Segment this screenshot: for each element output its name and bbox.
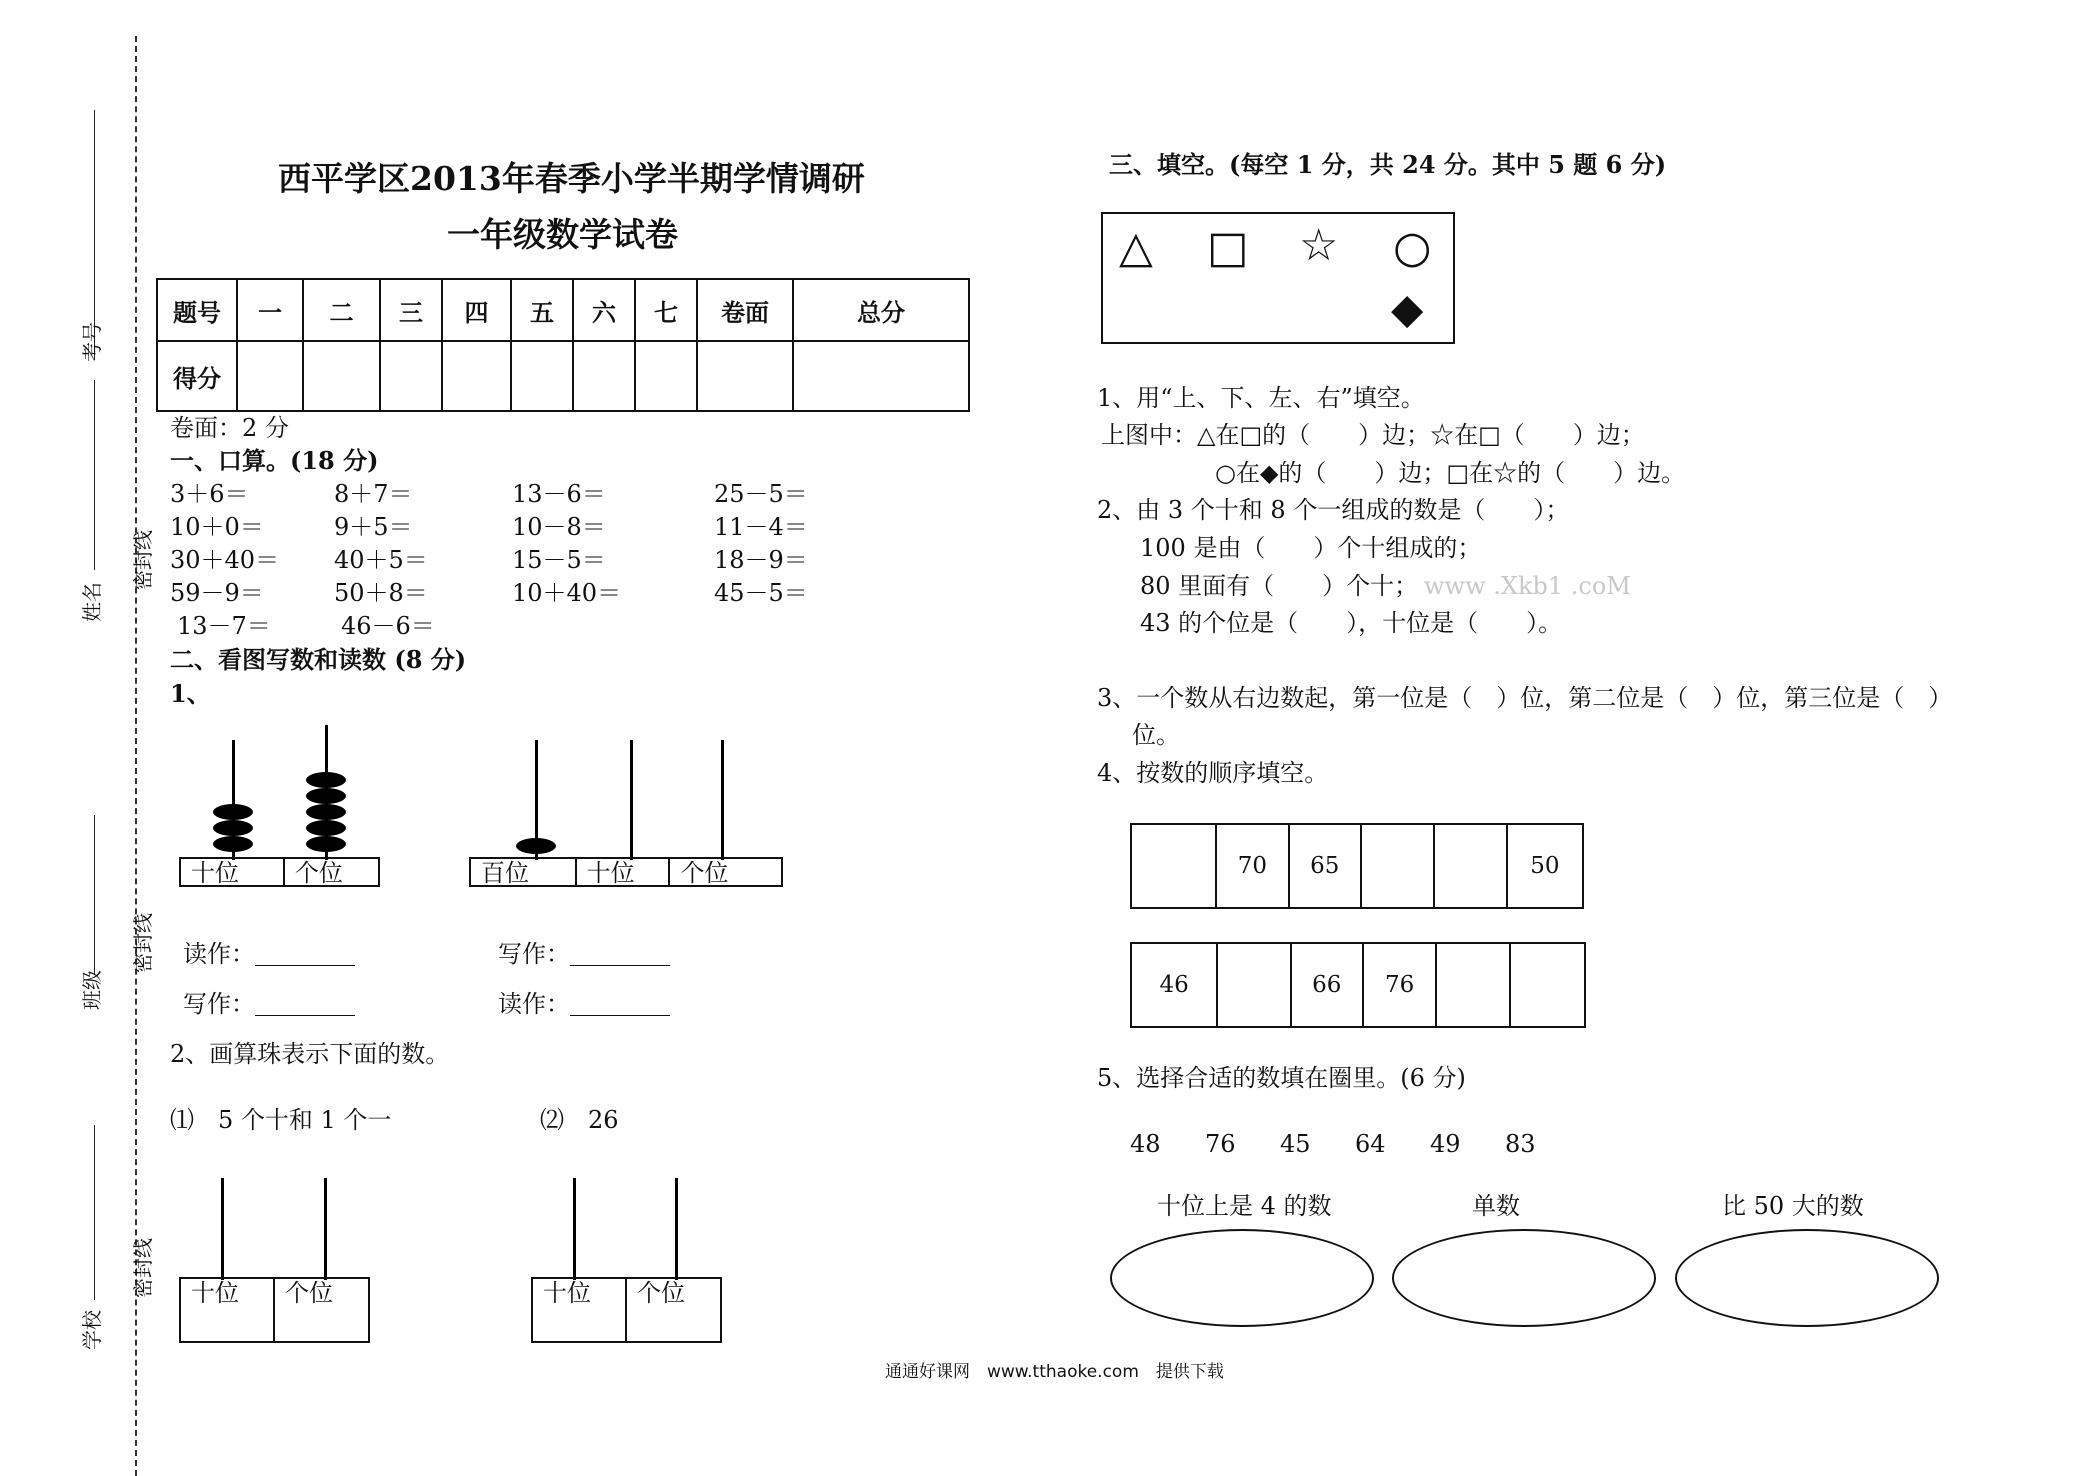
score-cell[interactable] [573,341,635,411]
neatness-note: 卷面：2 分 [170,414,289,442]
question-text: 位。 [1132,721,1180,749]
circle-label: 十位上是 4 的数 [1157,1192,1332,1220]
question-number: 1、 [170,679,211,708]
arithmetic-item: 8＋7＝ [334,480,413,508]
footer-credit: 通通好课网 www.tthaoke.com 提供下载 [885,1362,1224,1382]
name-line [94,380,95,570]
arithmetic-item: 50＋8＝ [334,579,428,607]
place-value-box [531,1277,722,1343]
number-choice: 49 [1430,1130,1461,1158]
diamond-icon: ◆ [1391,284,1424,333]
write-label: 写作： [183,990,255,1018]
arithmetic-item: 10－8＝ [512,513,606,541]
answer-ellipse[interactable] [1392,1229,1656,1327]
section2-title: 二、看图写数和读数 (8 分) [170,645,467,674]
sequence-cell: 50 [1530,853,1560,879]
score-row-label: 得分 [157,341,237,411]
section3-title: 三、填空。(每空 1 分，共 24 分。其中 5 题 6 分) [1109,150,1667,179]
circle-icon: ○ [1393,222,1432,273]
square-icon: □ [1207,222,1249,273]
abacus-bead [213,836,253,852]
arithmetic-item: 25－5＝ [714,480,808,508]
abacus-rod [324,1178,327,1280]
sequence-cell[interactable] [1132,825,1217,907]
score-cell[interactable] [380,341,442,411]
abacus-bead [306,820,346,836]
place-value-label: 个位 [294,859,343,887]
triangle-icon: △ [1119,222,1153,273]
score-cell[interactable] [442,341,511,411]
score-cell[interactable] [237,341,303,411]
number-choice: 76 [1205,1130,1236,1158]
question-text: 2、由 3 个十和 8 个一组成的数是（ ）； [1097,496,1570,524]
sequence-cell[interactable] [1437,944,1510,1026]
school-label: 学校 [80,1310,104,1350]
answer-line[interactable] [183,992,355,1016]
blank[interactable] [570,945,670,966]
sequence-table [1130,823,1584,909]
place-value-label: 个位 [680,859,729,887]
circle-label: 单数 [1472,1192,1520,1220]
score-cell[interactable] [697,341,793,411]
star-icon: ☆ [1299,220,1339,271]
score-column-header: 五 [511,279,573,341]
question-text: 43 的个位是（ ），十位是（ ）。 [1140,609,1563,637]
question-text: ○在◆的（ ）边；□在☆的（ ）边。 [1215,459,1686,487]
place-value-label: 十位 [533,1279,627,1341]
place-value-label: 十位 [181,859,285,885]
abacus-bead [306,804,346,820]
sequence-cell[interactable] [1435,825,1507,907]
question-2-item: ⑵ 26 [540,1106,619,1134]
arithmetic-item: 40＋5＝ [334,546,428,574]
question-text: 100 是由（ ）个十组成的； [1140,534,1482,562]
sequence-cell: 70 [1217,825,1289,907]
place-value-label: 十位 [181,1279,275,1341]
arithmetic-item: 3＋6＝ [170,480,249,508]
score-column-header: 四 [442,279,511,341]
abacus-bead [213,804,253,820]
score-column-header: 总分 [793,279,969,341]
class-line [94,815,95,975]
question-text: 3、一个数从右边数起，第一位是（ ）位，第二位是（ ）位，第三位是（ ） [1097,684,1953,712]
abacus-bead [213,820,253,836]
question-2-title: 2、画算珠表示下面的数。 [170,1040,450,1068]
abacus-rod [573,1178,576,1280]
sequence-cell: 66 [1292,944,1364,1026]
sequence-cell[interactable] [1362,825,1435,907]
question-text: 1、用“上、下、左、右”填空。 [1097,384,1425,412]
number-choice: 64 [1355,1130,1386,1158]
arithmetic-item: 15－5＝ [512,546,606,574]
answer-line[interactable] [183,942,355,966]
place-value-label: 百位 [471,859,577,885]
arithmetic-item: 18－9＝ [714,546,808,574]
abacus-rod [630,740,633,860]
name-label: 姓名 [80,582,104,622]
sequence-cell: 46 [1132,944,1218,1026]
question-text: 80 里面有（ ）个十； [1140,572,1419,600]
abacus-rod [675,1178,678,1280]
sequence-table [1130,942,1586,1028]
arithmetic-item: 45－5＝ [714,579,808,607]
arithmetic-item: 59－9＝ [170,579,264,607]
question-text: 上图中：△在□的（ ）边；☆在□（ ）边； [1101,421,1645,449]
arithmetic-item: 10＋40＝ [512,579,622,607]
abacus-bead [516,838,556,854]
answer-line[interactable] [498,942,670,966]
blank[interactable] [255,945,355,966]
number-choice: 48 [1130,1130,1161,1158]
sequence-cell[interactable] [1218,944,1291,1026]
page-subtitle: 一年级数学试卷 [447,215,678,254]
sequence-cell: 76 [1364,944,1437,1026]
answer-ellipse[interactable] [1110,1229,1374,1327]
place-value-box [469,857,783,887]
arithmetic-item: 10＋0＝ [170,513,264,541]
abacus-rod [721,740,724,860]
blank[interactable] [570,995,670,1016]
place-value-box [179,857,380,887]
number-choice: 45 [1280,1130,1311,1158]
class-label: 班级 [80,970,104,1010]
score-cell[interactable] [511,341,573,411]
write-label: 写作： [498,940,570,968]
score-column-header: 二 [303,279,380,341]
answer-ellipse[interactable] [1675,1229,1939,1327]
number-choice: 83 [1505,1130,1536,1158]
question-2-item: ⑴ 5 个十和 1 个一 [170,1106,392,1134]
seal-line-label: 密封线 [131,913,155,973]
abacus-bead [306,836,346,852]
score-cell[interactable] [635,341,697,411]
score-column-header: 卷面 [697,279,793,341]
circle-label: 比 50 大的数 [1722,1192,1864,1220]
shapes-box [1101,212,1455,344]
abacus-bead [306,772,346,788]
exam-no-label: 考号 [80,322,104,362]
score-table [156,278,970,412]
sequence-cell[interactable] [1511,944,1584,1026]
page-title: 西平学区2013年春季小学半期学情调研 [278,159,865,198]
watermark: www .Xkb1 .coM [1424,572,1631,600]
place-value-label: 十位 [577,859,671,885]
score-cell[interactable] [793,341,969,411]
arithmetic-item: 13－6＝ [512,480,606,508]
arithmetic-item: 13－7＝ [177,612,271,640]
section1-title: 一、口算。(18 分) [170,446,379,475]
question-text: 4、按数的顺序填空。 [1097,759,1329,787]
question-text: 5、选择合适的数填在圈里。(6 分) [1097,1064,1466,1092]
place-value-label: 个位 [285,1279,334,1307]
school-line [94,1125,95,1300]
place-value-label: 个位 [637,1279,686,1307]
seal-line-label: 密封线 [131,530,155,590]
abacus-bead [306,788,346,804]
answer-line[interactable] [498,992,670,1016]
arithmetic-item: 11－4＝ [714,513,808,541]
read-label: 读作： [498,990,570,1018]
arithmetic-item: 46－6＝ [341,612,435,640]
arithmetic-item: 30＋40＝ [170,546,280,574]
score-column-header: 七 [635,279,697,341]
place-value-box [179,1277,370,1343]
sequence-cell: 65 [1290,825,1362,907]
arithmetic-item: 9＋5＝ [334,513,413,541]
score-cell[interactable] [303,341,380,411]
blank[interactable] [255,995,355,1016]
score-column-header: 六 [573,279,635,341]
score-column-header: 三 [380,279,442,341]
score-column-header: 一 [237,279,303,341]
read-label: 读作： [183,940,255,968]
seal-line-label: 密封线 [131,1238,155,1298]
score-header-label: 题号 [157,279,237,341]
abacus-rod [221,1178,224,1280]
